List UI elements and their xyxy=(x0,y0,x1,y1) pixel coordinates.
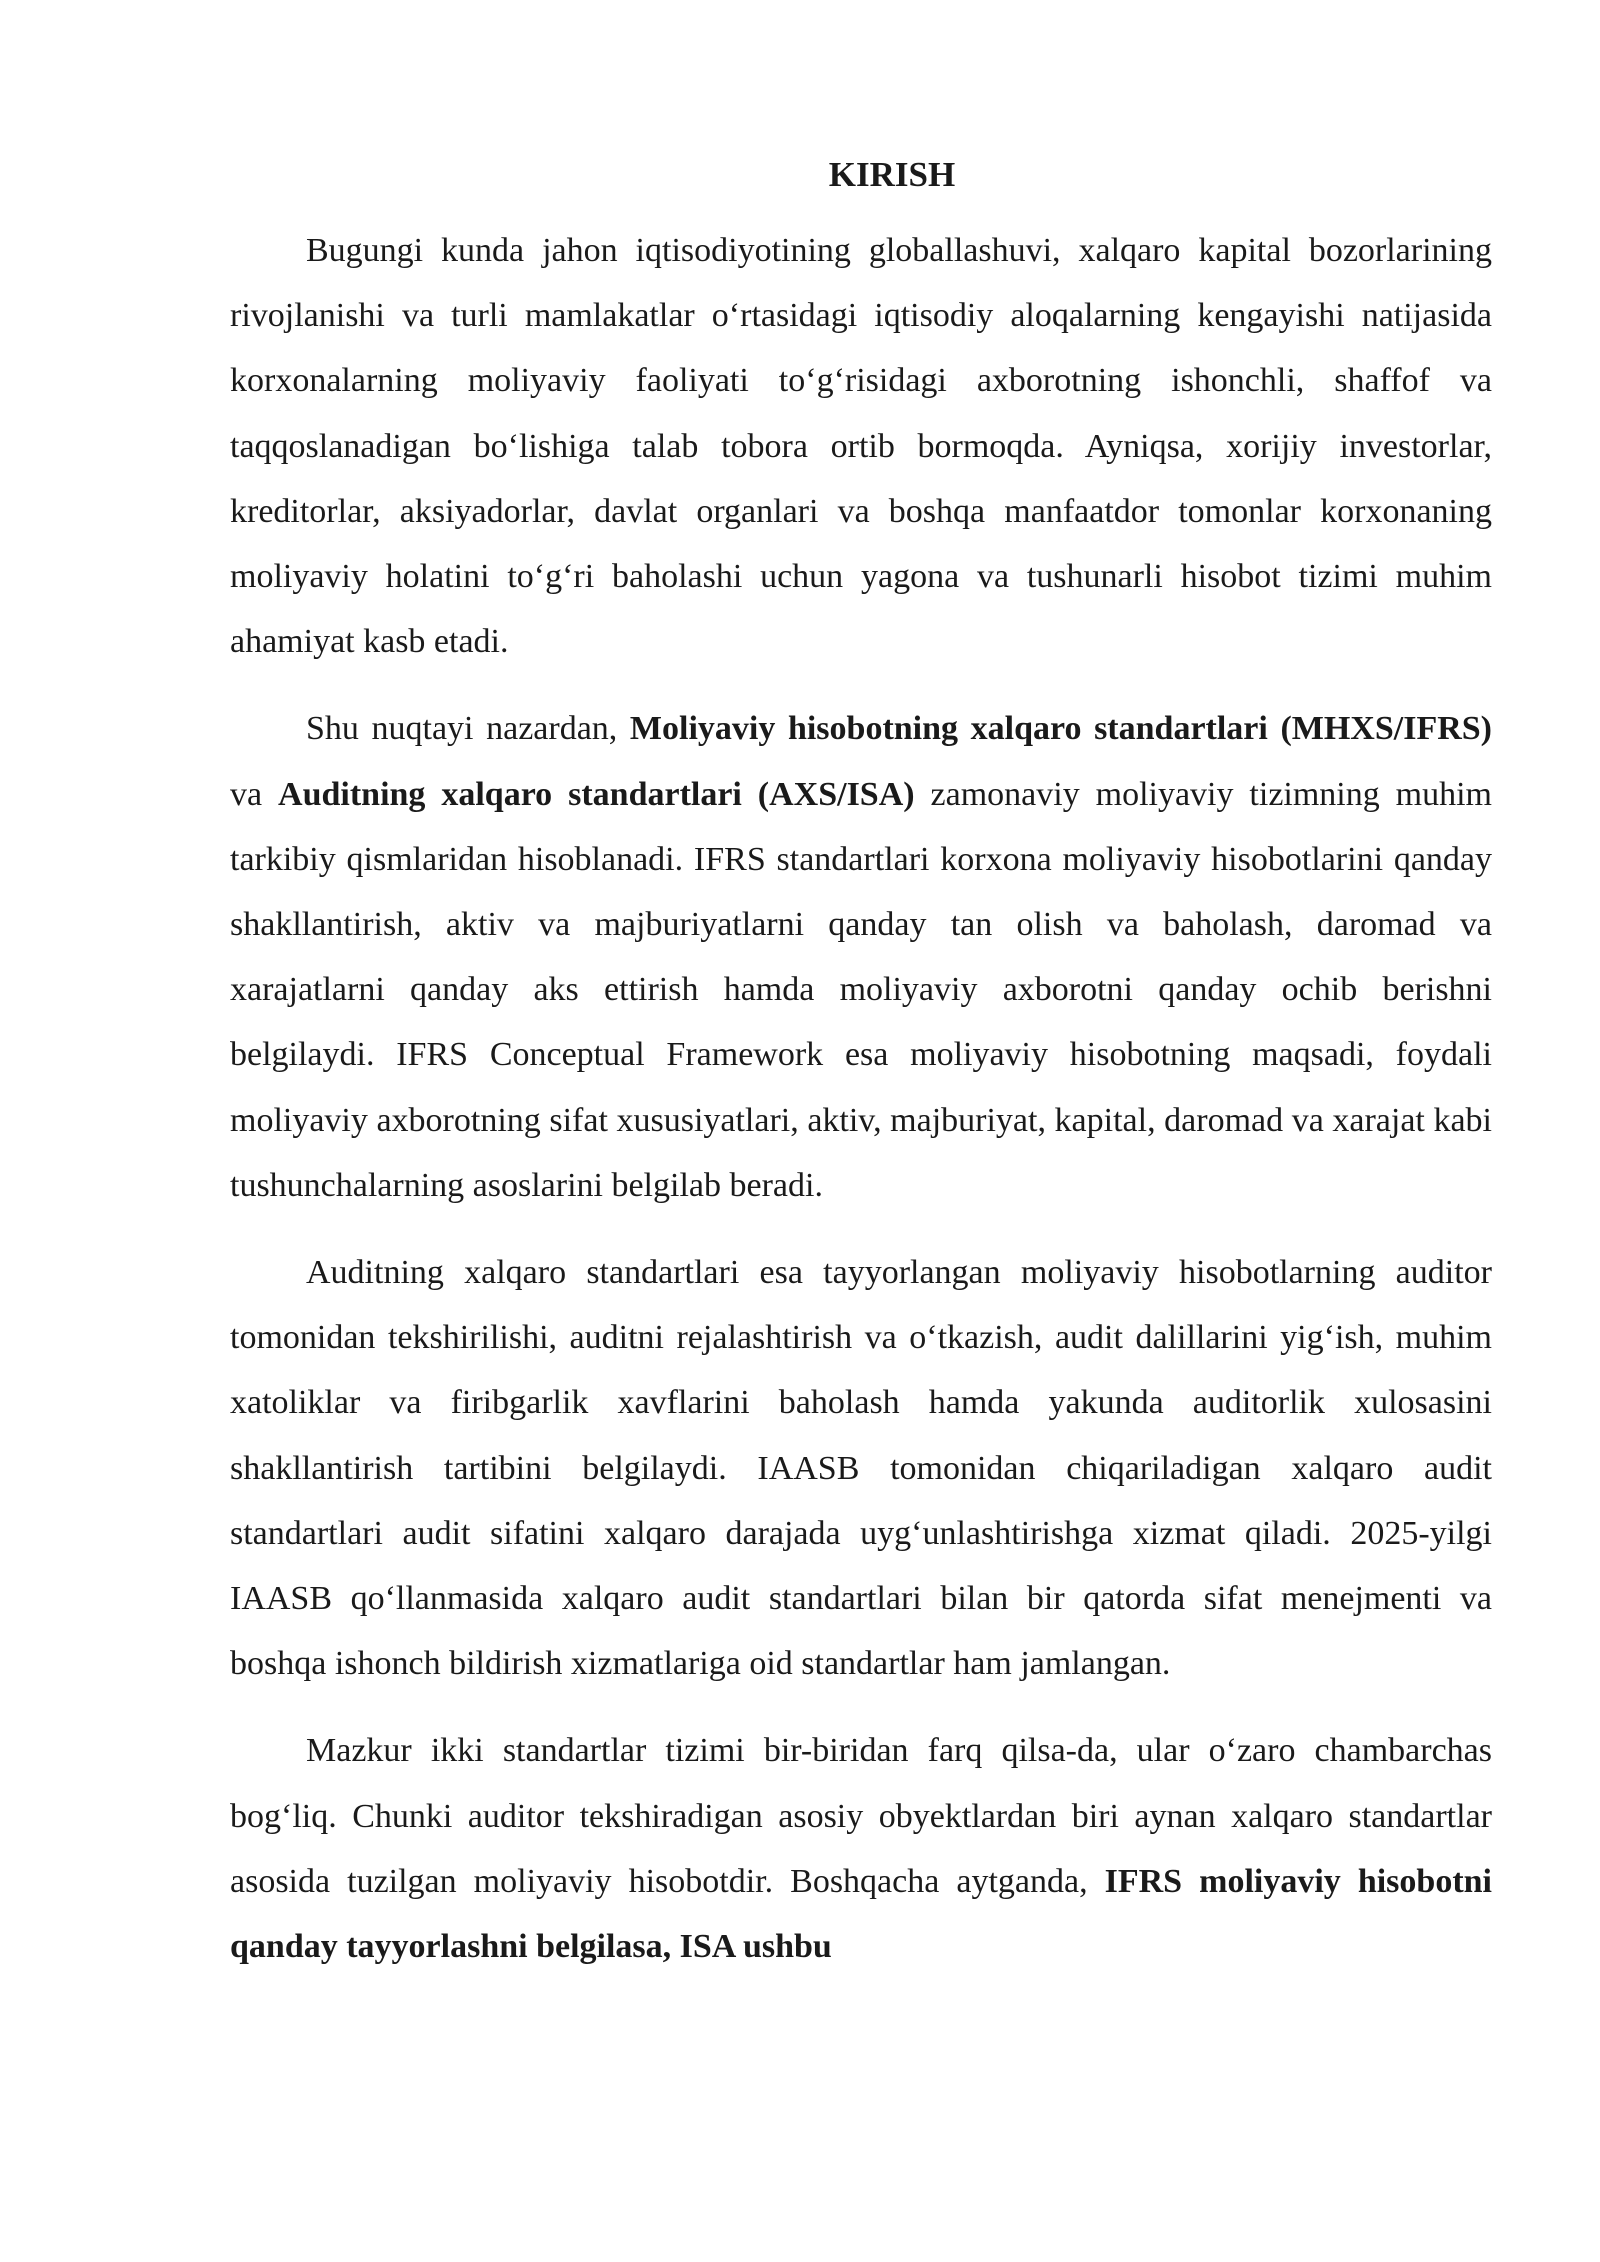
document-page xyxy=(230,150,1492,2001)
paragraph-2-text-3: zamonaviy moliyaviy tizimning muhim tarkibiy qismlaridan hisoblanadi. IFRS standartlari korxona moliyaviy hisobotlarini qanday shakllantirish, aktiv va majburiyatlarni qanday tan olish va baholash, daromad va xarajatlarni qanday aks ettirish hamda moliyaviy axborotni qanday ochib berishni belgilaydi. IFRS Conceptual Framework esa moliyaviy hisobotning maqsadi, foydali moliyaviy axborotning sifat xususiyatlari, aktiv, majburiyat, kapital, daromad va xarajat kabi tushunchalarning asoslarini belgilab beradi. xyxy=(230,775,1493,1204)
paragraph-4 xyxy=(230,1718,1492,1979)
paragraph-3 xyxy=(230,1240,1492,1696)
paragraph-2-bold-ifrs: Moliyaviy hisobotning xalqaro standartlari (MHXS/IFRS) xyxy=(629,710,1493,748)
paragraph-2-bold-isa: Auditning xalqaro standartlari (AXS/ISA) xyxy=(278,775,915,813)
paragraph-2-text-1: Shu nuqtayi nazardan, xyxy=(306,710,630,748)
paragraph-1 xyxy=(230,218,1492,674)
paragraph-3-text: Auditning xalqaro standartlari esa tayyorlangan moliyaviy hisobotlarning auditor tomonidan tekshirilishi, auditni rejalashtirish va oʻtkazish, audit dalillarini yigʻish, muhim xatoliklar va firibgarlik xavflarini baholash hamda yakunda auditorlik xulosasini shakllantirish tartibini belgilaydi. IAASB tomonidan chiqariladigan xalqaro audit standartlari audit sifatini xalqaro darajada uygʻunlashtirishga xizmat qiladi. 2025-yilgi IAASB qoʻllanmasida xalqaro audit standartlari bilan bir qatorda sifat menejmenti va boshqa ishonch bildirish xizmatlariga oid standartlar ham jamlangan. xyxy=(230,1254,1492,1683)
paragraph-2 xyxy=(230,696,1492,1218)
paragraph-2-text-2: va xyxy=(230,775,279,813)
paragraph-4-text: Mazkur ikki standartlar tizimi bir-biridan farq qilsa-da, ular oʻzaro chambarchas bogʻliq. Chunki auditor tekshiradigan asosiy obyektlardan biri aynan xalqaro standartlar asosida tuzilgan moliyaviy hisobotdir. Boshqacha aytganda, xyxy=(230,1732,1492,1900)
paragraph-4-bold: IFRS moliyaviy hisobotni qanday tayyorlashni belgilasa, ISA ushbu xyxy=(230,1862,1492,1966)
paragraph-1-text: Bugungi kunda jahon iqtisodiyotining globallashuvi, xalqaro kapital bozorlarining rivojlanishi va turli mamlakatlar oʻrtasidagi iqtisodiy aloqalarning kengayishi natijasida korxonalarning moliyaviy faoliyati toʻgʻrisidagi axborotning ishonchli, shaffof va taqqoslanadigan boʻlishiga talab tobora ortib bormoqda. Ayniqsa, xorijiy investorlar, kreditorlar, aksiyadorlar, davlat organlari va boshqa manfaatdor tomonlar korxonaning moliyaviy holatini toʻgʻri baholashi uchun yagona va tushunarli hisobot tizimi muhim ahamiyat kasb etadi. xyxy=(230,232,1492,661)
section-title: KIRISH xyxy=(828,155,956,194)
